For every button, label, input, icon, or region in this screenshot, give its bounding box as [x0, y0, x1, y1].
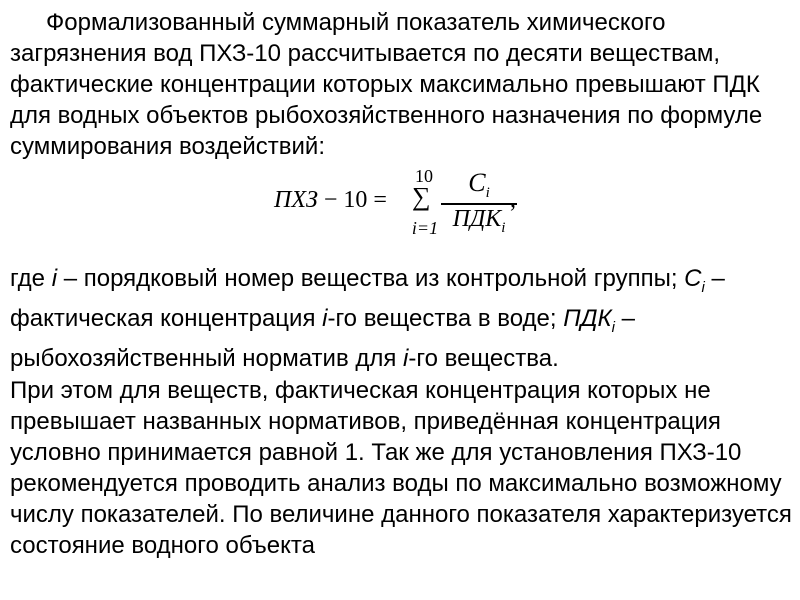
- formula-minus-ten: − 10 =: [317, 187, 387, 213]
- sum-lower-limit: i=1: [411, 218, 439, 238]
- definitions-paragraph: где i – порядковый номер вещества из контрольной группы; $C_i$ – фактическая концентрация i-го вещества в воде; $ПДК_i$ – рыбохозяйственный норматив для i-го вещества.: [10, 265, 725, 372]
- sum-upper-limit: 10: [415, 166, 433, 186]
- fraction-numerator: $C_i$: [468, 168, 490, 202]
- sigma-symbol: ∑: [412, 182, 431, 211]
- fraction-denominator: $ПДК_i$: [452, 206, 506, 236]
- intro-paragraph: Формализованный суммарный показатель химического загрязнения вод ПХЗ-10 рассчитывается по десяти веществам, фактические концентрации которых максимально превышают ПДК для водных объектов рыбохозяйственного назначения по формуле суммирования воздействий:: [10, 9, 763, 160]
- formula-lhs: [274, 187, 387, 214]
- pkhz-formula: [274, 168, 534, 244]
- fraction-bar: [441, 203, 517, 205]
- notes-paragraph: При этом для веществ, фактическая концентрация которых не превышает названных нормативов, приведённая концентрация условно принимается равной 1. Так же для установления ПХЗ-10 рекомендуется проводить анализ воды по максимально возможному числу показателей. По величине данного показателя характеризуется состояние водного объекта: [10, 377, 792, 559]
- formula-lhs-label: ПХЗ: [274, 187, 318, 213]
- formula-comma: ,: [510, 187, 516, 213]
